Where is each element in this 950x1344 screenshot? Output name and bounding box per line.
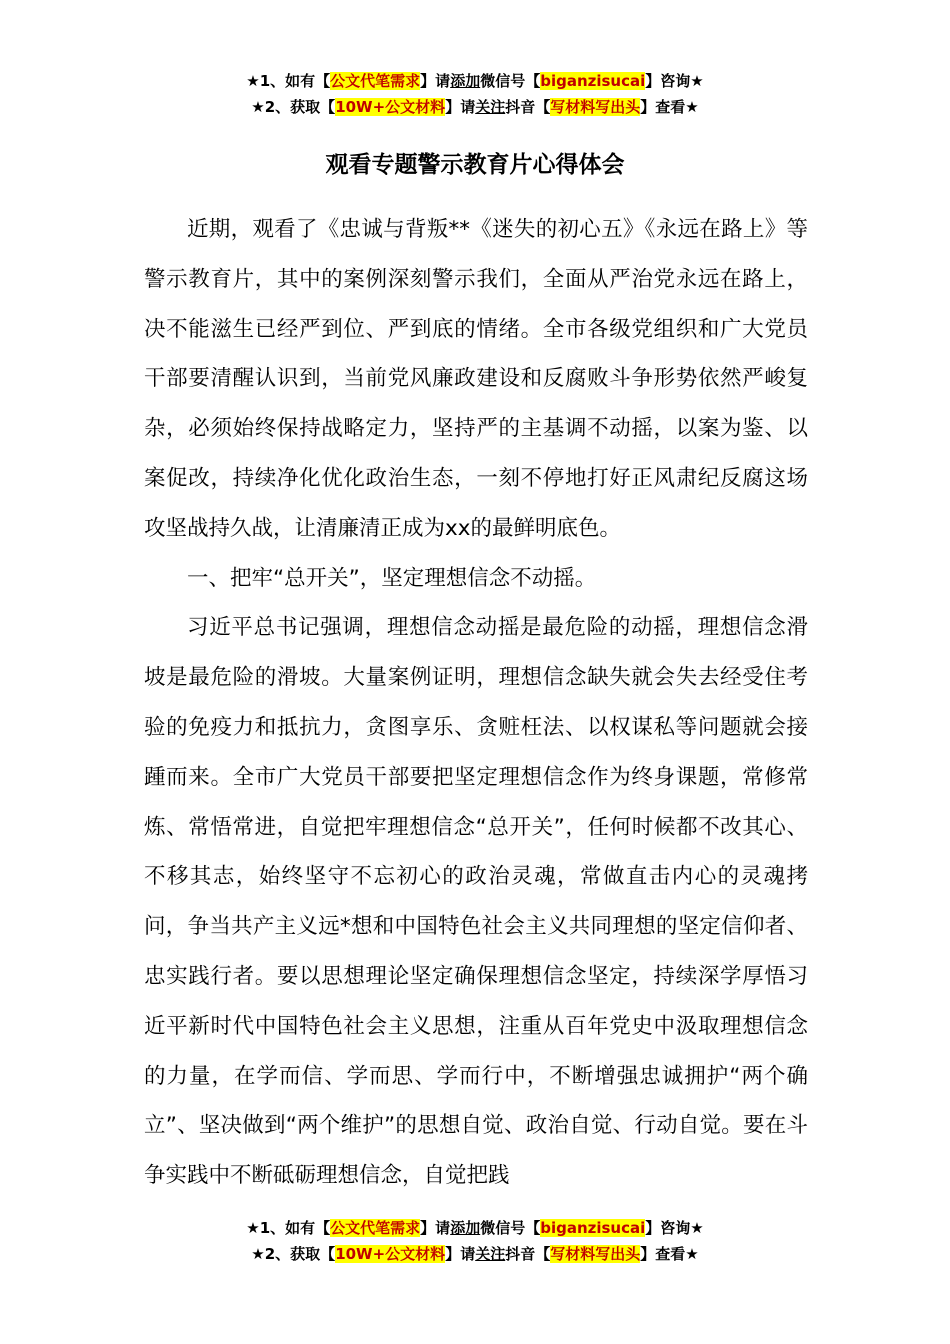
highlight-service: 公文代笔需求 — [330, 72, 421, 90]
paragraph: 近期，观看了《忠诚与背叛**《迷失的初心五》《永远在路上》等警示教育片，其中的案例深刻警示我们，全面从严治党永远在路上，决不能滋生已经严到位、严到底的情绪。全市各级党组织和广大党员干部要清醒认识到，当前党风廉政建设和反腐败斗争形势依然严峻复杂，必须始终保持战略定力，坚持严的主基调不动摇，以案为鉴、以案促改，持续净化优化政治生态，一刻不停地打好正风肃纪反腐这场攻坚战持久战，让清廉清正成为xx的最鲜明底色。 — [144, 217, 808, 541]
paragraph: 习近平总书记强调，理想信念动摇是最危险的动摇，理想信念滑坡是最危险的滑坡。大量案例证明，理想信念缺失就会失去经受住考验的免疫力和抵抗力，贪图享乐、贪赃枉法、以权谋私等问题就会接踵而来。全市广大党员干部要把坚定理想信念作为终身课题，常修常炼、常悟常进，自觉把牢理想信念“总开关”，任何时候都不改其心、不移其志，始终坚守不忘初心的政治灵魂，常做直击内心的灵魂拷问，争当共产主义远*想和中国特色社会主义共同理想的坚定信仰者、忠实践行者。要以思想理论坚定确保理想信念坚定，持续深学厚悟习近平新时代中国特色社会主义思想，注重从百年党史中汲取理想信念的力量，在学而信、学而思、学而行中，不断增强忠诚拥护“两个确立”、坚决做到“两个维护”的思想自觉、政治自觉、行动自觉。要在斗争实践中不断砥砺理想信念，自觉把践 — [144, 615, 808, 1189]
banner-line-2: ★2、获取【10W+公文材料】请关注抖音【写材料写出头】查看★ — [251, 1245, 699, 1263]
document-body — [144, 205, 808, 1201]
highlight-materials: 10W+公文材料 — [335, 98, 446, 116]
banner-line-2: ★2、获取【10W+公文材料】请关注抖音【写材料写出头】查看★ — [251, 98, 699, 116]
banner-line-1: ★1、如有【公文代笔需求】请添加微信号【biganzisucai】咨询★ — [246, 1219, 704, 1237]
section-heading: 一、把牢“总开关”，坚定理想信念不动摇。 — [187, 565, 597, 591]
highlight-materials: 10W+公文材料 — [335, 1245, 446, 1263]
document-title: 观看专题警示教育片心得体会 — [325, 152, 625, 178]
highlight-service: 公文代笔需求 — [330, 1219, 421, 1237]
highlight-douyin: 写材料写出头 — [550, 98, 641, 116]
header-banner — [0, 68, 950, 120]
highlight-douyin: 写材料写出头 — [550, 1245, 641, 1263]
highlight-wechat-id: biganzisucai — [540, 1219, 646, 1237]
highlight-wechat-id: biganzisucai — [540, 72, 646, 90]
footer-banner — [0, 1215, 950, 1267]
banner-line-1: ★1、如有【公文代笔需求】请添加微信号【biganzisucai】咨询★ — [246, 72, 704, 90]
